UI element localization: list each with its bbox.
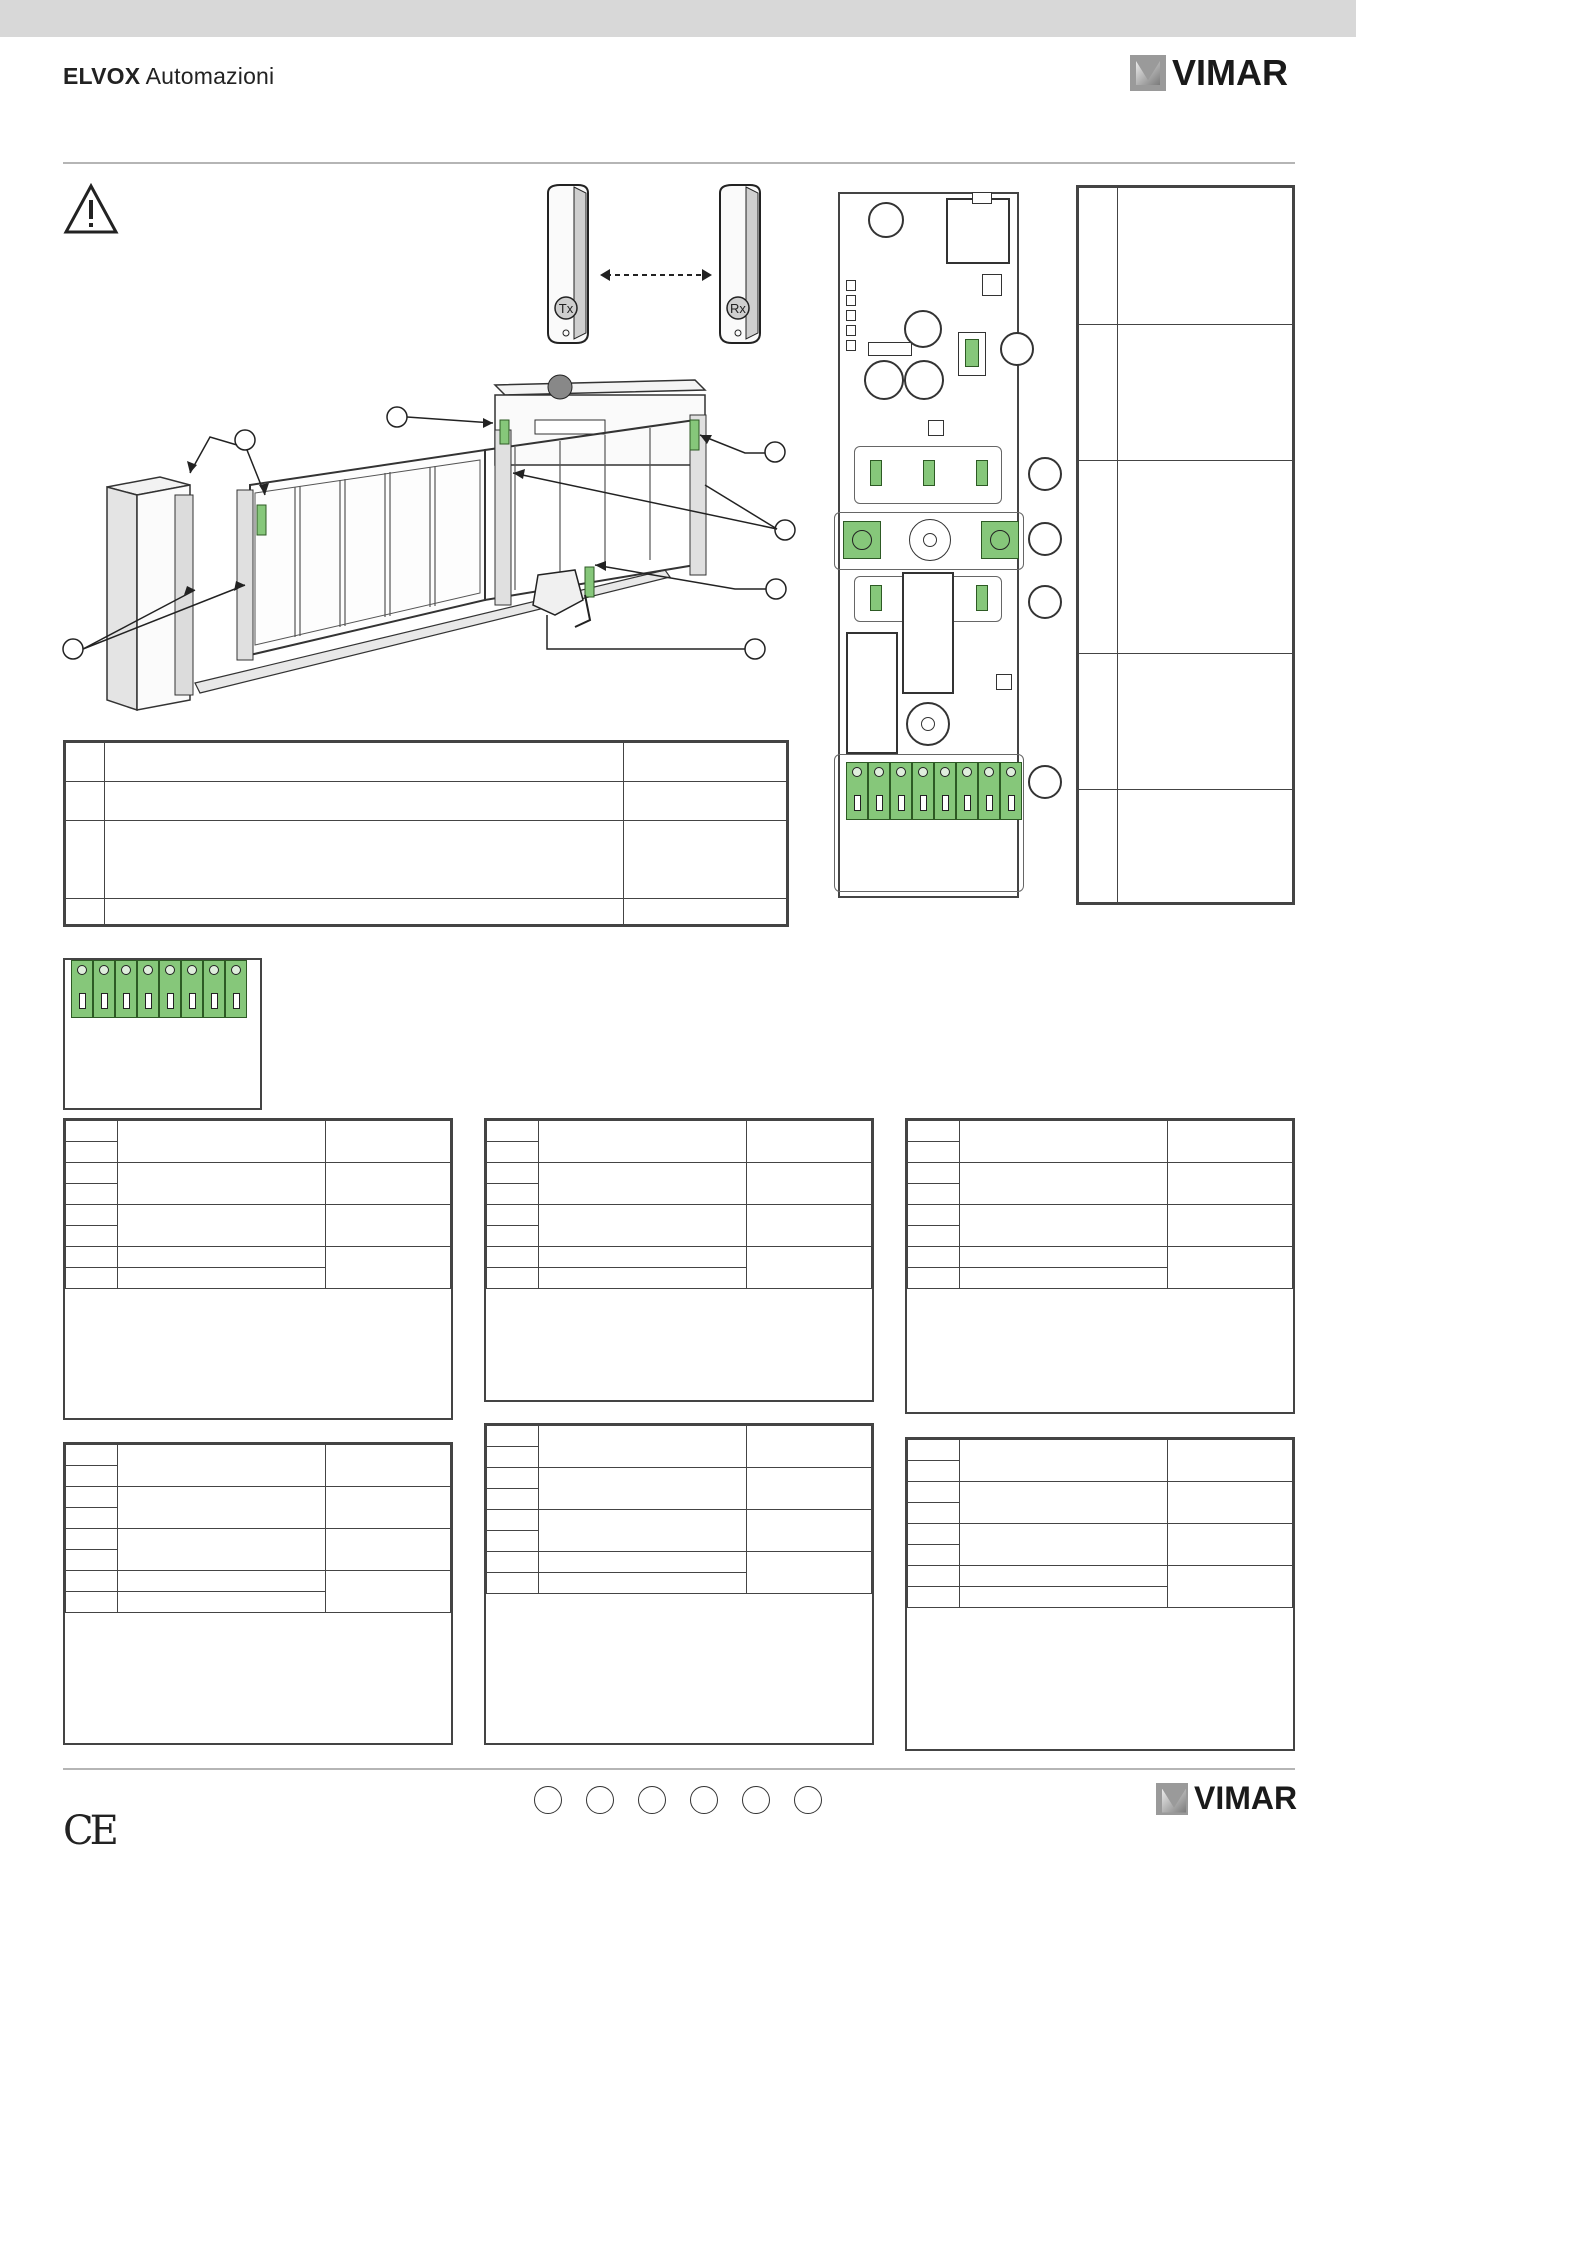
- svg-text:Rx: Rx: [730, 301, 746, 316]
- vimar-logo-top: [1130, 52, 1288, 94]
- board-legend-table: [1076, 185, 1295, 905]
- vimar-logo-icon: [1156, 1783, 1188, 1815]
- callout-circle: [1028, 522, 1062, 556]
- language-marker-circle: [742, 1786, 770, 1814]
- svg-text:Tx: Tx: [558, 301, 574, 316]
- header-rule: [63, 162, 1295, 164]
- vimar-logo-text-bottom: VIMAR: [1194, 1780, 1298, 1816]
- language-marker-circle: [534, 1786, 562, 1814]
- terminal-block-detail: [63, 958, 262, 1110]
- gate-installation-diagram: [55, 365, 800, 725]
- photocell-pair-diagram: [540, 183, 780, 348]
- photocell-rx-icon: [720, 185, 760, 343]
- wiring-table: [905, 1437, 1295, 1751]
- brand-header: [63, 63, 274, 90]
- vimar-logo-text: VIMAR: [1172, 52, 1288, 93]
- callout-circle: [1000, 332, 1034, 366]
- top-bar: [0, 0, 1356, 37]
- brand-bold: ELVOX: [63, 63, 141, 89]
- vimar-logo-icon: [1130, 55, 1166, 91]
- callout-circle: [1028, 765, 1062, 799]
- control-board-diagram: [838, 192, 1019, 898]
- ce-mark-icon: CE: [63, 1808, 115, 1854]
- photocell-tx-icon: [548, 185, 588, 343]
- wiring-table: [484, 1423, 874, 1745]
- wiring-table: [905, 1118, 1295, 1414]
- components-table: [63, 740, 789, 927]
- wiring-table: [63, 1442, 453, 1745]
- brand-light: Automazioni: [145, 63, 275, 89]
- vimar-logo-bottom: [1156, 1780, 1297, 1817]
- language-marker-circle: [638, 1786, 666, 1814]
- language-marker-circle: [586, 1786, 614, 1814]
- footer-rule: [63, 1768, 1295, 1770]
- language-marker-circle: [794, 1786, 822, 1814]
- callout-circle: [1028, 585, 1062, 619]
- wiring-table: [63, 1118, 453, 1420]
- language-marker-circle: [690, 1786, 718, 1814]
- callout-circle: [1028, 457, 1062, 491]
- wiring-table: [484, 1118, 874, 1402]
- warning-triangle-icon: [63, 183, 119, 235]
